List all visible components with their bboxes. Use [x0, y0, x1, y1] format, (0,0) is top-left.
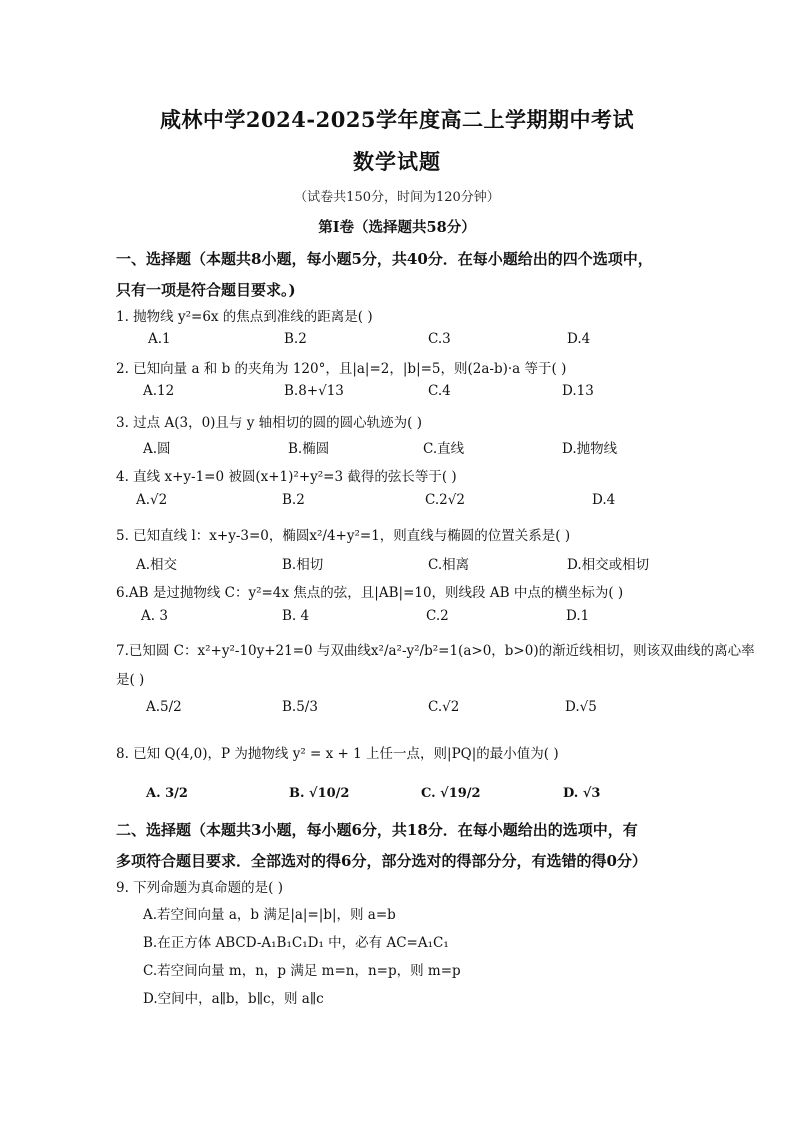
option-d: D.4	[567, 331, 591, 347]
section2-heading-line2: 多项符合题目要求．全部选对的得6分，部分选对的得部分分，有选错的得0分）	[116, 852, 647, 870]
question-7-stem-cont: 是( )	[116, 672, 145, 688]
option-b: B.相切	[282, 557, 324, 573]
question-9-option-b: B.在正方体 ABCD-A₁B₁C₁D₁ 中，必有 AC=A₁C₁	[143, 935, 449, 951]
option-d: D. √3	[563, 786, 601, 801]
question-7-stem: 7.已知圆 C：x²+y²-10y+21=0 与双曲线x²/a²-y²/b²=1(a>0，b>0)的渐近线相切，则该双曲线的离心率	[116, 643, 755, 659]
exam-subtitle: 数学试题	[353, 149, 441, 174]
option-c: C.相离	[428, 557, 470, 573]
question-6-stem: 6.AB 是过抛物线 C：y²=4x 焦点的弦，且|AB|=10，则线段 AB 中点的横坐标为( )	[116, 585, 624, 601]
option-a: A. 3	[141, 608, 168, 624]
option-a: A.12	[143, 383, 175, 399]
option-c: C.3	[428, 331, 451, 347]
option-d: D.抛物线	[562, 441, 618, 457]
option-a: A.5/2	[146, 699, 182, 715]
section2-heading	[116, 815, 696, 877]
exam-note: （试卷共150分，时间为120分钟）	[294, 190, 500, 205]
option-d: D.√5	[565, 699, 597, 715]
section1-heading	[116, 244, 696, 306]
option-b: B.8+√13	[284, 383, 344, 399]
option-a: A.√2	[136, 492, 168, 508]
option-a: A. 3/2	[146, 786, 188, 801]
question-1-stem: 1. 抛物线 y²=6x 的焦点到准线的距离是( )	[116, 309, 373, 325]
question-8-stem: 8. 已知 Q(4,0)，P 为抛物线 y² = x + 1 上任一点，则|PQ|的最小值为( )	[116, 746, 559, 762]
question-9-option-d: D.空间中，a∥b，b∥c，则 a∥c	[143, 991, 324, 1007]
question-9-stem: 9. 下列命题为真命题的是( )	[116, 880, 283, 896]
option-d: D.13	[562, 383, 594, 399]
option-a: A.相交	[136, 557, 178, 573]
option-a: A.1	[148, 331, 171, 347]
question-5-stem: 5. 已知直线 l：x+y-3=0，椭圆x²/4+y²=1，则直线与椭圆的位置关系是( )	[116, 528, 571, 544]
option-d: D.相交或相切	[567, 557, 650, 573]
option-c: C.2√2	[425, 492, 465, 508]
question-4-stem: 4. 直线 x+y-1=0 被圆(x+1)²+y²=3 截得的弦长等于( )	[116, 469, 457, 485]
option-b: B.5/3	[282, 699, 318, 715]
option-b: B.2	[282, 492, 305, 508]
option-c: C.2	[426, 608, 449, 624]
option-d: D.4	[592, 492, 616, 508]
section1-heading-line2: 只有一项是符合题目要求。)	[116, 281, 296, 299]
option-b: B.2	[284, 331, 307, 347]
section1-heading-line1: 一、选择题（本题共8小题，每小题5分，共40分．在每小题给出的四个选项中，	[116, 250, 653, 268]
question-3-stem: 3. 过点 A(3，0)且与 y 轴相切的圆的圆心轨迹为( )	[116, 415, 422, 431]
question-9-option-c: C.若空间向量 m，n，p 满足 m=n，n=p，则 m=p	[143, 963, 461, 979]
option-a: A.圆	[143, 441, 171, 457]
question-9-option-a: A.若空间向量 a，b 满足|a|=|b|，则 a=b	[143, 907, 396, 923]
question-2-stem: 2. 已知向量 a 和 b 的夹角为 120°，且|a|=2，|b|=5，则(2a-b)·a 等于( )	[116, 361, 567, 377]
volume-heading: 第Ⅰ卷（选择题共58分）	[318, 219, 476, 236]
option-c: C.√2	[428, 699, 460, 715]
option-b: B. √10/2	[289, 786, 350, 801]
option-c: C.4	[428, 383, 451, 399]
section2-heading-line1: 二、选择题（本题共3小题，每小题6分，共18分．在每小题给出的选项中，有	[116, 821, 638, 839]
option-b: B. 4	[282, 608, 310, 624]
exam-title: 咸林中学2024-2025学年度高二上学期期中考试	[159, 107, 635, 132]
option-b: B.椭圆	[288, 441, 330, 457]
option-c: C.直线	[423, 441, 465, 457]
option-c: C. √19/2	[421, 786, 481, 801]
option-d: D.1	[566, 608, 590, 624]
